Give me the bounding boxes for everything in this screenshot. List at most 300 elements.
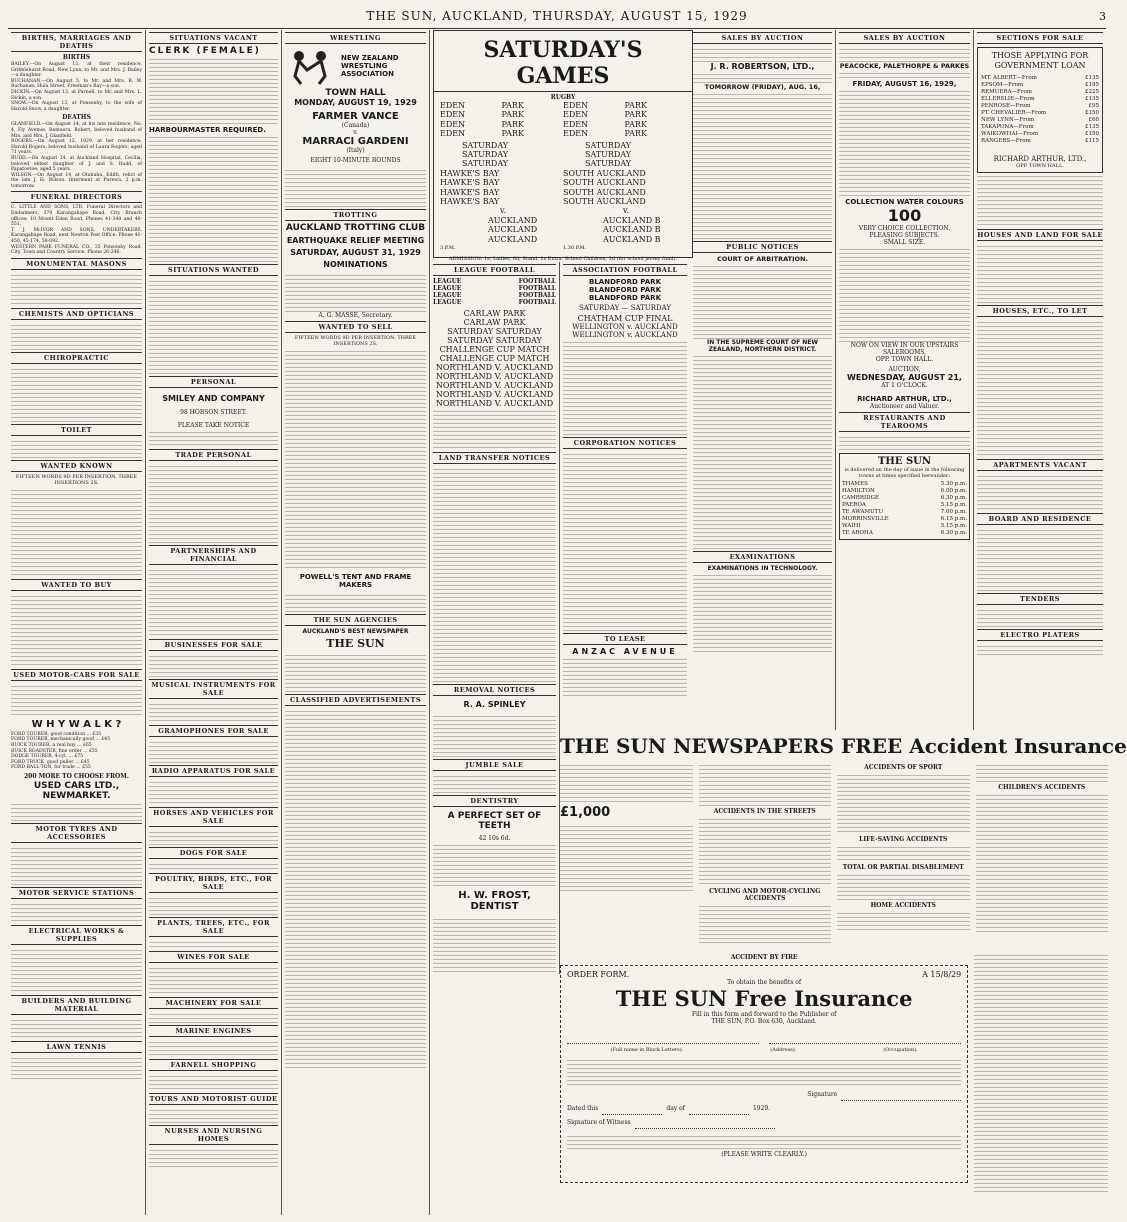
nurses-title: NURSES AND NURSING HOMES bbox=[149, 1125, 278, 1145]
text-block bbox=[693, 71, 832, 83]
bmd-heading: BIRTHS, MARRIAGES AND DEATHS bbox=[11, 32, 142, 52]
town-name: TE AWAMUTU bbox=[842, 509, 884, 515]
day-field[interactable] bbox=[602, 1105, 662, 1115]
blandford-park: BLANDFORD PARK bbox=[589, 294, 661, 302]
electrical-title: ELECTRICAL WORKS & SUPPLIES bbox=[11, 925, 142, 945]
text-block bbox=[11, 438, 142, 458]
text-block bbox=[977, 173, 1103, 227]
text-block bbox=[285, 708, 426, 1068]
price: £195 bbox=[1085, 82, 1099, 88]
home-accidents: HOME ACCIDENTS bbox=[870, 902, 936, 909]
suburb: REMUERA—From bbox=[981, 89, 1033, 95]
saturday: SATURDAY bbox=[462, 150, 509, 160]
town-name: MORRINSVILLE bbox=[842, 516, 889, 522]
suburb: TAKAPUNA—From bbox=[981, 124, 1034, 130]
deaths-title: DEATHS bbox=[62, 114, 91, 122]
robertson: J. R. ROBERTSON, LTD., bbox=[710, 62, 815, 71]
auckland-b: AUCKLAND B bbox=[603, 225, 661, 235]
more-choose: 200 MORE TO CHOOSE FROM. bbox=[23, 772, 129, 780]
league-title: LEAGUE FOOTBALL bbox=[433, 264, 556, 276]
cycling-accidents: CYCLING AND MOTOR-CYCLING ACCIDENTS bbox=[709, 888, 821, 902]
free-insurance-title: THE SUN Free Insurance bbox=[615, 986, 913, 1011]
motor-tyres-title: MOTOR TYRES AND ACCESSORIES bbox=[11, 823, 142, 843]
dated-label: Dated this bbox=[567, 1105, 599, 1112]
address-label: (Address). bbox=[770, 1047, 797, 1053]
column-6 bbox=[836, 30, 974, 730]
auckland-trotting-club: AUCKLAND TROTTING CLUB bbox=[285, 223, 426, 233]
text-block bbox=[837, 844, 970, 862]
birth-notice: SNOW.—On August 13, at Ponsonby, to the wife of Harold Snow, a daughter. bbox=[11, 101, 142, 112]
spinley: R. A. SPINLEY bbox=[463, 700, 526, 709]
smiley-company: SMILEY AND COMPANY bbox=[162, 394, 265, 403]
death-notice: WILSON.—On August 14, at Otahuhu, Edith, relict of the late J. H. Wilson. Interment at Purewa, 2 p.m. tomorrow. bbox=[11, 172, 142, 189]
text-block bbox=[699, 762, 832, 806]
car-listing: FORD BALL-TON, for trade ... £55 bbox=[11, 765, 91, 771]
suburb: NEW LYNN—From bbox=[981, 117, 1035, 123]
order-code: A 15/8/29 bbox=[922, 970, 962, 979]
farmer-vance: FARMER VANCE bbox=[312, 111, 399, 122]
carlaw-park: CARLAW PARK bbox=[463, 318, 526, 327]
auction-time: AT 1 O'CLOCK. bbox=[881, 382, 928, 389]
small-size: SMALL SIZE. bbox=[883, 239, 926, 246]
text-block bbox=[433, 466, 556, 682]
text-block bbox=[839, 88, 970, 198]
earthquake-relief: EARTHQUAKE RELIEF MEETING bbox=[286, 236, 425, 245]
birth-notice: DICKIN.—On August 13, at Parnell, to Mr. and Mrs. L. Dickin, a son. bbox=[11, 89, 142, 101]
radio-title: RADIO APPARATUS FOR SALE bbox=[149, 765, 278, 777]
text-block bbox=[693, 572, 832, 652]
text-block bbox=[693, 91, 832, 239]
text-block bbox=[11, 487, 142, 577]
used-cars-ltd: USED CARS LTD., NEWMARKET. bbox=[33, 780, 120, 801]
saturday: SATURDAY bbox=[462, 140, 509, 150]
apartments-title: APARTMENTS VACANT bbox=[977, 459, 1103, 471]
league: LEAGUE bbox=[433, 292, 462, 299]
please-take-notice: PLEASE TAKE NOTICE bbox=[177, 422, 250, 429]
blandford-park: BLANDFORD PARK bbox=[589, 278, 661, 286]
blandford-park: BLANDFORD PARK bbox=[589, 286, 661, 294]
car-listing: DODGE TOURER, 4-cyl. ... £75 bbox=[11, 754, 84, 760]
football: FOOTBALL bbox=[518, 299, 557, 306]
price: £60 bbox=[1088, 117, 1099, 123]
insurance-block bbox=[560, 732, 1127, 1216]
town-name: PAEROA bbox=[842, 502, 866, 508]
saturday: SATURDAY bbox=[585, 150, 632, 160]
hawkes-bay: HAWKE'S BAY bbox=[440, 178, 500, 188]
businesses-title: BUSINESSES FOR SALE bbox=[149, 639, 278, 651]
text-block bbox=[149, 1011, 278, 1023]
text-block bbox=[11, 901, 142, 923]
personal-title: PERSONAL bbox=[149, 376, 278, 388]
football: FOOTBALL bbox=[518, 292, 557, 299]
trade-personal-title: TRADE PERSONAL bbox=[149, 449, 278, 461]
text-block bbox=[563, 656, 687, 696]
town-time: 5.30 p.m. bbox=[940, 481, 967, 487]
corporation-title: CORPORATION NOTICES bbox=[563, 437, 687, 449]
football: FOOTBALL bbox=[518, 285, 557, 292]
accidents-sport: ACCIDENTS OF SPORT bbox=[864, 764, 943, 771]
town-name: WAIHI bbox=[842, 523, 861, 529]
car-listing: BUICK TOURER, a real buy ... £65 bbox=[11, 743, 92, 748]
dogs-title: DOGS FOR SALE bbox=[149, 847, 278, 859]
car-listing: FORD TOURER, good condition ... £35 bbox=[11, 731, 102, 737]
suburb: RANGERS—From bbox=[981, 138, 1031, 144]
text-block bbox=[563, 451, 687, 631]
wanted-sell-title: WANTED TO SELL bbox=[285, 321, 426, 333]
land-transfer-title: LAND TRANSFER NOTICES bbox=[433, 452, 556, 464]
birth-notice: BUCHANAN.—On August 5, to Mr. and Mrs. R. W. Buchanan, Hula Street, Freeman's Bay—a son. bbox=[11, 78, 142, 90]
column-2 bbox=[146, 30, 282, 1215]
wanted-known-sub: FIFTEEN WORDS 9D PER INSERTION. THREE INSERTIONS 2S. bbox=[15, 473, 138, 486]
park: PARK bbox=[501, 101, 524, 110]
month-field[interactable] bbox=[689, 1105, 749, 1115]
time-right: 1.30 P.M. bbox=[563, 245, 587, 252]
suburb: ELLERSLIE—From bbox=[981, 96, 1035, 102]
town-name: TE AROHA bbox=[842, 530, 873, 536]
obtain-benefits: To obtain the benefits of bbox=[727, 979, 802, 986]
eden: EDEN bbox=[563, 101, 589, 110]
chatham-cup: CHATHAM CUP FINAL bbox=[577, 314, 673, 323]
funeral-ad: C. LITTLE AND SONS, LTD. Funeral Directors and Embalmers, 379 Karangahape Road, City. Branch offices: 10 Mount Eden Road, Phones 41-340 and 40-551. bbox=[11, 205, 142, 228]
text-block bbox=[567, 1057, 961, 1087]
death-notice: GLANFIELD.—On August 14, at his late residence, No. 4, Fly Avenue, Remuera, Robert, beloved husband of Mrs. and Mrs. J. Glanfield. bbox=[11, 122, 142, 139]
dentistry-title: DENTISTRY bbox=[433, 795, 556, 807]
text-block bbox=[433, 408, 556, 450]
park: PARK bbox=[624, 101, 647, 110]
witness-field[interactable] bbox=[635, 1119, 775, 1129]
text-block bbox=[149, 701, 278, 723]
harbourmaster-ad: HARBOURMASTER REQUIRED. bbox=[149, 126, 266, 134]
accidents-streets: ACCIDENTS IN THE STREETS bbox=[713, 808, 816, 815]
town-name: HAMILTON bbox=[842, 488, 875, 494]
south-auckland: SOUTH AUCKLAND bbox=[563, 187, 646, 197]
price: £150 bbox=[1085, 131, 1099, 137]
wines-title: WINES FOR SALE bbox=[149, 951, 278, 963]
town-time: 6.00 p.m. bbox=[940, 488, 967, 494]
day-of-label: day of bbox=[666, 1105, 685, 1112]
publisher-address: THE SUN, P.O. Box 630, Auckland. bbox=[711, 1018, 817, 1025]
northland-v-auckland: NORTHLAND V. AUCKLAND bbox=[435, 390, 554, 399]
anzac-avenue: ANZAC AVENUE bbox=[572, 647, 678, 656]
occupation-label: (Occupation). bbox=[883, 1047, 918, 1053]
text-block bbox=[149, 567, 278, 637]
text-block bbox=[11, 322, 142, 350]
sun-agencies-lead: AUCKLAND'S BEST NEWSPAPER bbox=[302, 628, 409, 635]
football: FOOTBALL bbox=[518, 278, 557, 285]
text-block bbox=[693, 353, 832, 549]
northland-v-auckland: NORTHLAND V. AUCKLAND bbox=[435, 372, 554, 381]
birth-notice: BAILEY.—On August 13, at their residence, Gribblehurst Road, New Lynn, to Mr. and Mrs. J. Bailey—a daughter. bbox=[11, 62, 142, 79]
text-block bbox=[149, 134, 278, 262]
text-block bbox=[837, 872, 970, 900]
text-block bbox=[11, 593, 142, 667]
text-block bbox=[149, 278, 278, 374]
sun-delivery-sub: is delivered on the day of issue in the following towns at times specified hereunder: bbox=[844, 467, 965, 479]
clerk-ad: CLERK (FEMALE) bbox=[149, 46, 261, 56]
situations-wanted-title: SITUATIONS WANTED bbox=[149, 264, 278, 276]
wrestling-title: WRESTLING bbox=[285, 32, 426, 44]
text-block bbox=[977, 643, 1103, 657]
masthead bbox=[8, 6, 1106, 29]
challenge-cup: CHALLENGE CUP MATCH bbox=[439, 345, 550, 354]
musical-title: MUSICAL INSTRUMENTS FOR SALE bbox=[149, 679, 278, 699]
tours-title: TOURS AND MOTORIST GUIDE bbox=[149, 1095, 278, 1103]
funeral-ad: T. J. McIVOR AND SONS, UNDERTAKERS, Karangahape Road, next Newton Post Office. Phone 41-450, 45-174, 58-092. bbox=[11, 227, 142, 245]
removal-title: REMOVAL NOTICES bbox=[433, 684, 556, 696]
saturday: SATURDAY bbox=[585, 140, 632, 150]
northland-v-auckland: NORTHLAND V. AUCKLAND bbox=[435, 399, 554, 408]
opp-town-hall-2: OPP. TOWN HALL. bbox=[1016, 163, 1064, 169]
now-on-view: NOW ON VIEW IN OUR UPSTAIRS SALEROOMS, bbox=[850, 342, 959, 356]
text-block bbox=[433, 713, 556, 757]
frost-dentist: H. W. FROST, DENTIST bbox=[458, 890, 531, 912]
witness-label: Signature of Witness bbox=[567, 1119, 631, 1126]
park: PARK bbox=[501, 129, 524, 139]
restaurants-title: RESTAURANTS AND TEAROOMS bbox=[839, 412, 970, 432]
eden: EDEN bbox=[563, 129, 589, 139]
wrestling-date: MONDAY, AUGUST 19, 1929 bbox=[294, 98, 417, 107]
text-block bbox=[977, 607, 1103, 627]
text-block bbox=[567, 1133, 961, 1151]
text-block bbox=[285, 592, 426, 612]
text-block bbox=[699, 816, 832, 886]
text-block bbox=[11, 272, 142, 306]
auction-label: AUCTION, bbox=[888, 366, 921, 373]
supreme-court: IN THE SUPREME COURT OF NEW ZEALAND, NORTHERN DISTRICT. bbox=[706, 339, 819, 353]
park: PARK bbox=[624, 129, 647, 139]
auckland-b: AUCKLAND B bbox=[603, 215, 661, 225]
time-left: 3 P.M. bbox=[440, 245, 456, 252]
town-time: 5.15 p.m. bbox=[940, 502, 967, 508]
total-disablement: TOTAL OR PARTIAL DISABLEMENT bbox=[842, 864, 964, 871]
sales-auction-title-2: SALES BY AUCTION bbox=[839, 32, 970, 44]
text-block bbox=[11, 801, 142, 821]
houses-let-title: HOUSES, ETC., TO LET bbox=[977, 305, 1103, 317]
public-notices-title: PUBLIC NOTICES bbox=[693, 241, 832, 253]
text-block bbox=[837, 772, 970, 834]
town-hall: TOWN HALL bbox=[325, 88, 386, 98]
toilet-title: TOILET bbox=[11, 424, 142, 436]
perfect-set: A PERFECT SET OF TEETH bbox=[447, 811, 542, 831]
text-block bbox=[974, 952, 1108, 1192]
park: PARK bbox=[624, 110, 647, 120]
south-auckland: SOUTH AUCKLAND bbox=[563, 197, 646, 207]
exam-heading: EXAMINATIONS IN TECHNOLOGY. bbox=[707, 565, 818, 572]
trotting-title: TROTTING bbox=[285, 209, 426, 221]
text-block bbox=[149, 895, 278, 915]
address-field[interactable] bbox=[769, 1034, 961, 1044]
why-walk: W H Y W A L K ? bbox=[31, 718, 122, 730]
town-time: 5.15 p.m. bbox=[940, 523, 967, 529]
text-block bbox=[149, 429, 278, 447]
text-block bbox=[149, 739, 278, 763]
price: £135 bbox=[1085, 96, 1099, 102]
suburb: PENROSE—From bbox=[981, 103, 1031, 109]
text-block bbox=[149, 1039, 278, 1057]
text-block bbox=[149, 861, 278, 871]
eight-rounds: EIGHT 10-MINUTE ROUNDS bbox=[310, 157, 401, 164]
auckland-b: AUCKLAND B bbox=[603, 234, 661, 244]
text-block bbox=[693, 263, 832, 339]
text-block bbox=[149, 829, 278, 845]
year-label: 1929. bbox=[752, 1105, 771, 1112]
wanted-sell-sub: FIFTEEN WORDS 9D PER INSERTION. THREE INSERTIONS 2S. bbox=[294, 335, 417, 347]
eden: EDEN bbox=[440, 129, 466, 139]
fill-in: Fill in this form and forward to the Publisher of bbox=[691, 1011, 837, 1018]
suburb: PT. CHEVALIER—From bbox=[981, 110, 1047, 116]
births-title: BIRTHS bbox=[62, 54, 91, 61]
park: PARK bbox=[501, 119, 524, 129]
death-notice: RUDD.—On August 14, at Auckland Hospital, Cecilia, beloved eldest daughter of J. and S. Rudd, of Papatoetoe; aged 5 years. bbox=[11, 155, 142, 173]
signature-label: Signature bbox=[807, 1091, 838, 1098]
text-block bbox=[976, 762, 1109, 782]
trotting-date: SATURDAY, AUGUST 31, 1929 bbox=[290, 248, 421, 257]
price: £150 bbox=[1085, 110, 1099, 116]
situations-vacant-title: SITUATIONS VACANT bbox=[149, 32, 278, 44]
machinery-title: MACHINERY FOR SALE bbox=[149, 997, 278, 1009]
town-time: 6.30 p.m. bbox=[940, 495, 967, 501]
text-block bbox=[560, 762, 693, 802]
text-block bbox=[699, 903, 832, 943]
wrestlers-illustration bbox=[285, 46, 337, 86]
column-1 bbox=[8, 30, 146, 1215]
death-notice: ROGERS.—On August 12, 1929, at her residence, Harold Rogers, beloved husband of Laura Rogers; aged 71 years. bbox=[11, 139, 142, 156]
richard-arthur: RICHARD ARTHUR, LTD., bbox=[857, 395, 952, 403]
saturday: SATURDAY bbox=[462, 159, 509, 169]
gramophones-title: GRAMOPHONES FOR SALE bbox=[149, 725, 278, 737]
south-auckland: SOUTH AUCKLAND bbox=[563, 168, 646, 178]
marraci-gardeni: MARRACI GARDENI bbox=[302, 136, 409, 147]
text-block bbox=[839, 434, 970, 450]
text-block bbox=[149, 1073, 278, 1091]
versus: v. bbox=[353, 129, 358, 136]
text-block bbox=[433, 773, 556, 793]
choice-collection: VERY CHOICE COLLECTION. bbox=[858, 225, 951, 232]
childrens-accidents: CHILDREN'S ACCIDENTS bbox=[998, 784, 1086, 791]
column-3 bbox=[282, 30, 430, 1215]
pleasing-subjects: PLEASING SUBJECTS. bbox=[869, 232, 940, 239]
chemists-title: CHEMISTS AND OPTICIANS bbox=[11, 308, 142, 320]
text-block bbox=[11, 1017, 142, 1039]
text-block bbox=[285, 348, 426, 570]
price: £95 bbox=[1088, 103, 1099, 109]
price: £115 bbox=[1085, 138, 1099, 144]
text-block bbox=[839, 246, 970, 342]
teeth-price: 42 10s 6d. bbox=[478, 835, 511, 842]
board-title: BOARD AND RESIDENCE bbox=[977, 513, 1103, 525]
examinations-title: EXAMINATIONS bbox=[693, 551, 832, 563]
auctioneer: Auctioneer and Valuer. bbox=[869, 403, 940, 410]
builders-title: BUILDERS AND BUILDING MATERIAL bbox=[11, 995, 142, 1015]
suburb: EPSOM—From bbox=[981, 82, 1024, 88]
town-time: 6.15 p.m. bbox=[940, 516, 967, 522]
town-name: CAMBRIDGE bbox=[842, 495, 879, 501]
eden: EDEN bbox=[440, 119, 466, 129]
partnerships-title: PARTNERSHIPS AND FINANCIAL bbox=[149, 545, 278, 565]
marine-title: MARINE ENGINES bbox=[149, 1025, 278, 1037]
league: LEAGUE bbox=[433, 285, 462, 292]
text-block bbox=[560, 823, 693, 893]
name-field[interactable] bbox=[567, 1034, 759, 1044]
poultry-title: POULTRY, BIRDS, ETC., FOR SALE bbox=[149, 873, 278, 893]
carlaw-park: CARLAW PARK bbox=[463, 309, 526, 318]
challenge-cup: CHALLENGE CUP MATCH bbox=[439, 354, 550, 363]
insurance-title: THE SUN NEWSPAPERS FREE Accident Insurance bbox=[560, 734, 1127, 758]
suburb: WAIKOWHAI—From bbox=[981, 131, 1039, 137]
funeral-title: FUNERAL DIRECTORS bbox=[11, 191, 142, 203]
car-listing: BUICK ROADSTER, fine order ... £55 bbox=[11, 748, 98, 754]
park: PARK bbox=[501, 110, 524, 120]
used-motor-title: USED MOTOR-CARS FOR SALE bbox=[11, 669, 142, 681]
the-sun-logo: THE SUN bbox=[326, 637, 385, 650]
rugby-label: RUGBY bbox=[550, 94, 576, 101]
canada: (Canada) bbox=[341, 122, 370, 129]
farnell-title: FARNELL SHOPPING bbox=[149, 1059, 278, 1071]
column-4: SATURDAY'S GAMES RUGBY EDEN PARK EDEN PARK EDEN PARK EDEN PARK EDEN PARK EDEN PARK EDEN PARK EDEN PARK SATURDAY SATURDAY SATURDAY HAWKE'S BAY HAWKE'S BAY HAWKE'S BAY HAWKE'S BAY v. AUCKLAND AUCKLAND AUCKLAND 3 P.M. SATURDAY SATURDAY SATURDAY SOUTH AUCKLAND SOUTH AUCKLAND SOUTH AUCKLAND SOUTH AUCKLAND v. AUCKLAND B AUCKLAND B AUCKLAND B 1.30 P.M. ADMISSION: 1s; Ladies, 6d; Stand, 1s Extra. School Children, 3d (for school jersey fund). LEAGUE FOOTBALL LEAGUE LEAGUE LEAGUE LEAGUE FOOTBALL FOOTBALL FOOTBALL FOOTBALL CARLAW PARK CARLAW PARK SATURDAY SATURDAY SATURDAY SATURDAY CHALLENGE CUP MATCH CHALLENGE CUP MATCH NORTHLAND V. AUCKLAND NORTHLAND V. AUCKLAND NORTHLAND V. AUCKLAND NORTHLAND V. AUCKLAND NORTHLAND V. AUCKLAND LAND TRANSFER NOTICES REMOVAL NOTICES R. A. SPINLEY JUMBLE SALE DENTISTRY A PERFECT SET OF TEETH 42 10s 6d. H. W. FROST, DENTIST ASSOCIATION FOOTBALL BLANDFORD PARK BLANDFORD PARK BLANDFORD PARK SATURDAY — SATURDAY CHATHAM CUP FINAL WELLINGTON v. AUCKLAND WELLINGTON v. AUCKLAND CORPORATION NOTICES TO LEASE ANZAC AVENUE bbox=[430, 30, 690, 1215]
saturdays-games-box: SATURDAY'S GAMES RUGBY EDEN PARK EDEN PARK EDEN PARK EDEN PARK EDEN PARK EDEN PARK EDEN PARK EDEN PARK SATURDAY SATURDAY SATURDAY HAWKE'S BAY HAWKE'S BAY HAWKE'S BAY HAWKE'S BAY v. AUCKLAND AUCKLAND AUCKLAND 3 P.M. SATURDAY SATURDAY SATURDAY SOUTH AUCKLAND SOUTH AUCKLAND SOUTH AUCKLAND SOUTH AUCKLAND v. AUCKLAND B AUCKLAND B AUCKLAND B 1.30 P.M. ADMISSION: 1s; Ladies, 6d; Stand, 1s Extra. School Children, 3d (for school jersey fund). bbox=[433, 30, 693, 258]
auckland: AUCKLAND bbox=[488, 234, 538, 244]
league: LEAGUE bbox=[433, 278, 462, 285]
sun-delivery-title: THE SUN bbox=[877, 456, 932, 467]
text-block bbox=[149, 56, 278, 126]
eden: EDEN bbox=[440, 110, 466, 120]
price: £225 bbox=[1085, 89, 1099, 95]
order-form[interactable] bbox=[560, 965, 968, 1183]
text-block bbox=[149, 653, 278, 677]
saturday: SATURDAY bbox=[585, 159, 632, 169]
text-block bbox=[149, 1107, 278, 1123]
text-block bbox=[433, 842, 556, 886]
wellington-v-auckland: WELLINGTON v. AUCKLAND bbox=[572, 323, 678, 331]
suburb: MT. ALBERT—From bbox=[981, 75, 1037, 81]
auckland: AUCKLAND bbox=[488, 215, 538, 225]
text-block bbox=[285, 272, 426, 312]
car-listing: FORD TOURER, mechanically good ... £45 bbox=[11, 737, 111, 743]
court-arbitration: COURT OF ARBITRATION. bbox=[717, 255, 808, 263]
loan-title: THOSE APPLYING FOR GOVERNMENT LOAN bbox=[991, 51, 1089, 70]
town-name: THAMES bbox=[842, 481, 868, 487]
water-colours: COLLECTION WATER COLOURS bbox=[845, 198, 964, 206]
text-block bbox=[977, 527, 1103, 591]
lawn-tennis-title: LAWN TENNIS bbox=[11, 1041, 142, 1053]
life-saving: LIFE-SAVING ACCIDENTS bbox=[859, 836, 948, 843]
text-block bbox=[11, 683, 142, 717]
text-block bbox=[693, 46, 832, 62]
auckland: AUCKLAND bbox=[488, 225, 538, 235]
text-block bbox=[285, 167, 426, 207]
signature-field[interactable] bbox=[841, 1091, 961, 1101]
houses-land-title: HOUSES AND LAND FOR SALE bbox=[977, 231, 1103, 239]
peacocke: PEACOCKE, PALETHORPE & PARKES bbox=[839, 62, 970, 70]
price: £135 bbox=[1085, 124, 1099, 130]
price: £135 bbox=[1085, 75, 1099, 81]
accident-by-fire: ACCIDENT BY FIRE bbox=[730, 954, 798, 961]
amount: £1,000 bbox=[560, 805, 611, 820]
sales-auction-title: SALES BY AUCTION bbox=[693, 32, 832, 44]
auction-date: TOMORROW (FRIDAY), AUG. 16, bbox=[704, 83, 821, 91]
northland-v-auckland: NORTHLAND V. AUCKLAND bbox=[435, 381, 554, 390]
car-listing: FORD TRUCK, good puller ... £45 bbox=[11, 759, 90, 765]
page-number: 3 bbox=[1099, 10, 1106, 23]
text-block bbox=[977, 319, 1103, 457]
monumental-title: MONUMENTAL MASONS bbox=[11, 258, 142, 270]
govt-loan-box bbox=[977, 47, 1103, 173]
richard-arthur-ltd: RICHARD ARTHUR, LTD., bbox=[993, 155, 1087, 163]
text-block bbox=[11, 366, 142, 422]
please-write-clearly: (PLEASE WRITE CLEARLY.) bbox=[721, 1151, 807, 1158]
masthead-title: THE SUN, AUCKLAND, THURSDAY, AUGUST 15, 1929 bbox=[366, 9, 748, 23]
text-block bbox=[149, 463, 278, 543]
